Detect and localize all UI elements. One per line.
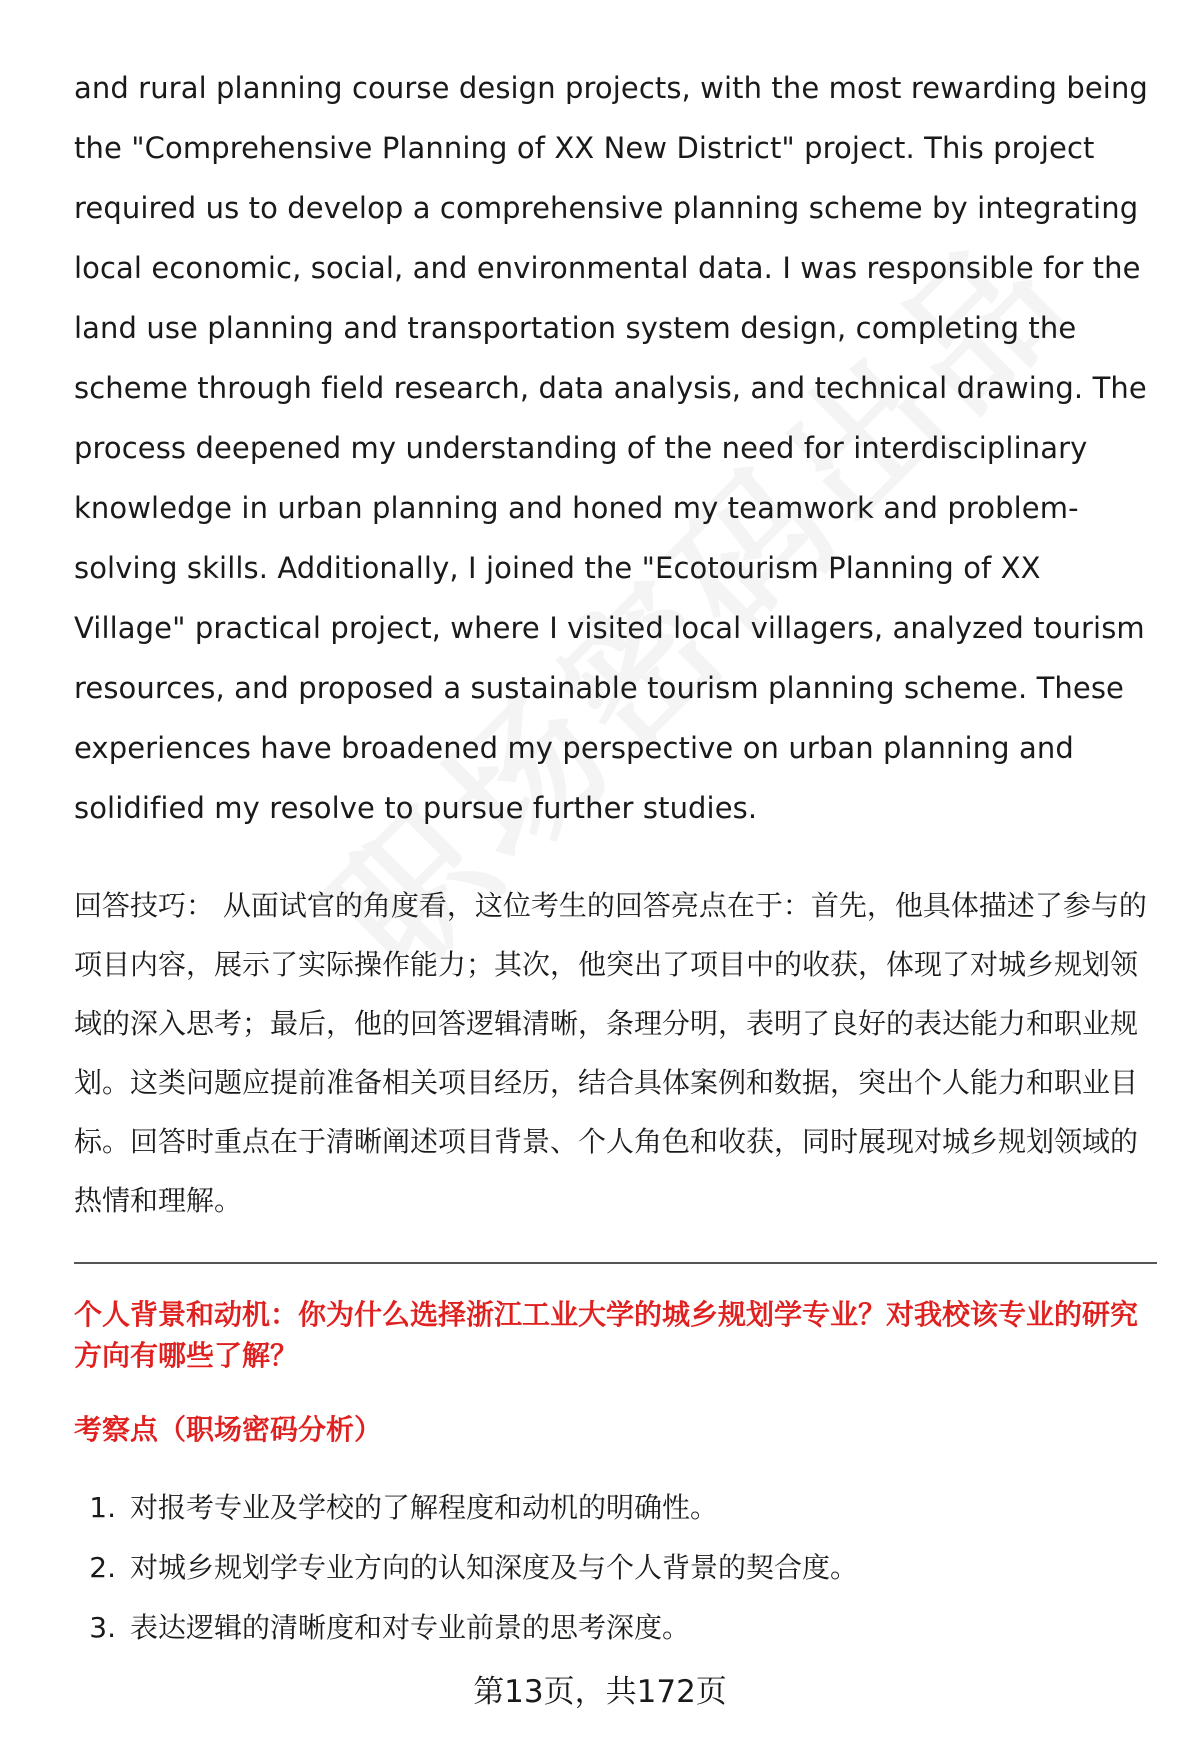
assessment-points-list xyxy=(74,1478,1154,1658)
answer-tips-paragraph: 回答技巧： 从面试官的角度看，这位考生的回答亮点在于：首先，他具体描述了参与的项目内容，展示了实际操作能力；其次，他突出了项目中的收获，体现了对城乡规划领域的深入思考；最后，他的回答逻辑清晰，条理分明，表明了良好的表达能力和职业规划。这类问题应提前准备相关项目经历，结合具体案例和数据，突出个人能力和职业目标。回答时重点在于清晰阐述项目背景、个人角色和收获，同时展现对城乡规划领域的热情和理解。 xyxy=(74,889,1147,1217)
list-item-text: 表达逻辑的清晰度和对专业前景的思考深度。 xyxy=(130,1611,691,1644)
list-item xyxy=(74,1478,1154,1538)
assessment-points-title: 考察点（职场密码分析） xyxy=(74,1413,383,1446)
list-item xyxy=(74,1598,1154,1658)
list-item-text: 对城乡规划学专业方向的认知深度及与个人背景的契合度。 xyxy=(130,1551,859,1584)
list-item xyxy=(74,1538,1154,1598)
section-divider xyxy=(74,1262,1157,1264)
english-answer-paragraph: and rural planning course design projects, with the most rewarding being the "Comprehensive Planning of XX New District" project. This project required us to develop a comprehensive planning scheme by integrating local economic, social, and environmental data. I was responsible for the land use planning and transportation system design, completing the scheme through field research, data analysis, and technical drawing. The process deepened my understanding of the need for interdisciplinary knowledge in urban planning and honed my teamwork and problem-solving skills. Additionally, I joined the "Ecotourism Planning of XX Village" practical project, where I visited local villagers, analyzed tourism resources, and proposed a sustainable tourism planning scheme. These experiences have broadened my perspective on urban planning and solidified my resolve to pursue further studies. xyxy=(74,71,1148,825)
page-content xyxy=(74,58,1154,1658)
list-item-number: 3. xyxy=(89,1611,116,1644)
interview-question: 个人背景和动机：你为什么选择浙江工业大学的城乡规划学专业？对我校该专业的研究方向有哪些了解？ xyxy=(74,1298,1139,1372)
list-item-text: 对报考专业及学校的了解程度和动机的明确性。 xyxy=(130,1491,719,1524)
list-item-number: 2. xyxy=(89,1551,116,1584)
list-item-number: 1. xyxy=(89,1491,116,1524)
page-number-footer: 第13页，共172页 xyxy=(473,1674,727,1710)
